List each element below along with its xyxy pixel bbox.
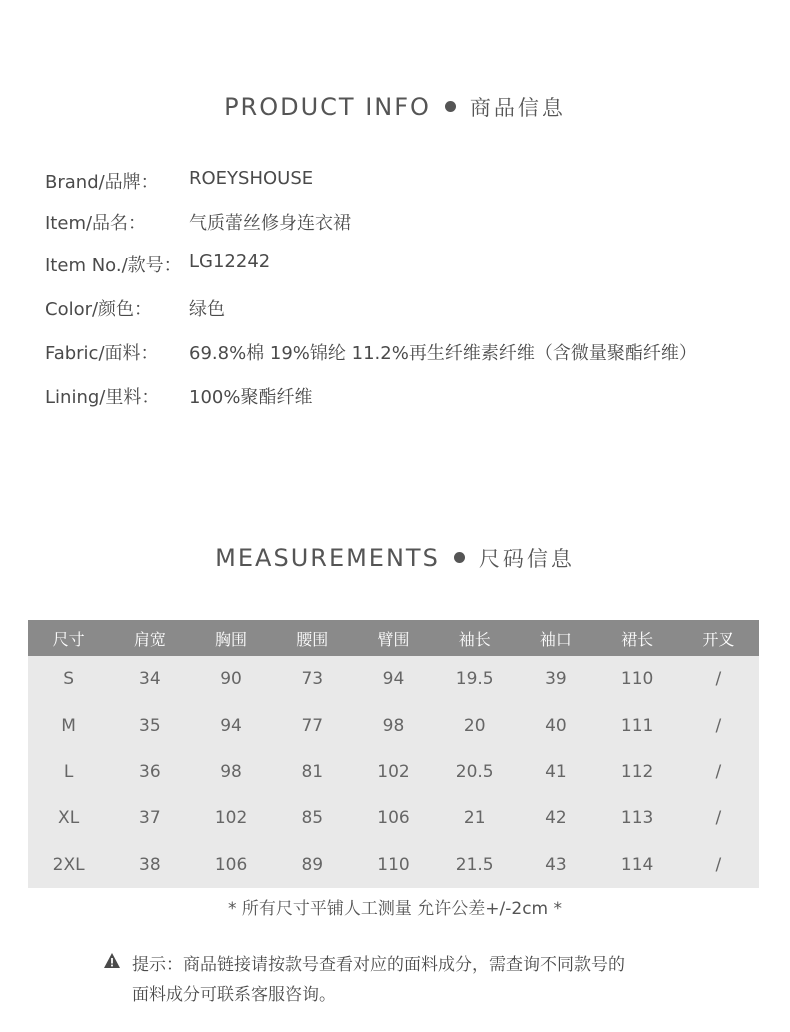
table-cell: 42 <box>545 808 567 829</box>
table-cell: 110 <box>377 854 410 875</box>
info-value: 气质蕾丝修身连衣裙 <box>189 213 351 234</box>
info-label: Fabric/面料： <box>45 343 159 364</box>
info-label: Item No./款号： <box>45 255 182 276</box>
table-cell: XL <box>58 808 80 829</box>
table-row <box>28 656 759 702</box>
measurements-title <box>0 543 790 573</box>
table-cell: 106 <box>214 854 248 875</box>
table-row <box>28 795 759 841</box>
table-cell: 19.5 <box>455 669 494 690</box>
bullet-dot-icon <box>445 101 456 112</box>
table-cell: 81 <box>301 761 324 782</box>
table-cell: 114 <box>620 854 654 875</box>
table-cell: 40 <box>545 715 567 736</box>
column-header: 开叉 <box>678 620 759 656</box>
warning-icon <box>103 952 121 970</box>
info-value: 绿色 <box>189 299 225 320</box>
info-value: 69.8%棉 19%锦纶 11.2%再生纤维素纤维（含微量聚酯纤维） <box>189 343 697 364</box>
column-header: 臂围 <box>353 620 434 656</box>
table-row <box>28 702 759 748</box>
table-cell: 77 <box>301 715 324 736</box>
table-cell: 112 <box>620 761 654 782</box>
table-cell: 35 <box>139 715 161 736</box>
info-value: 100%聚酯纤维 <box>189 387 313 408</box>
product-info-title <box>0 92 790 122</box>
measurement-note: * 所有尺寸平铺人工测量 允许公差+/-2cm * <box>227 899 563 919</box>
column-header: 尺寸 <box>28 620 109 656</box>
info-value: ROEYSHOUSE <box>189 168 314 189</box>
table-cell: / <box>715 761 722 782</box>
table-cell: 102 <box>214 808 248 829</box>
table-cell: / <box>715 854 722 875</box>
info-label: Lining/里料： <box>45 387 160 408</box>
table-cell: 110 <box>620 669 654 690</box>
table-cell: S <box>63 669 74 690</box>
info-label: Color/颜色： <box>45 299 153 320</box>
table-cell: 2XL <box>52 854 85 875</box>
info-label: Brand/品牌： <box>45 172 159 193</box>
table-cell: 20 <box>463 715 486 736</box>
column-header: 腰围 <box>272 620 353 656</box>
table-cell: 37 <box>139 808 161 829</box>
table-cell: 21 <box>463 808 486 829</box>
table-cell: 98 <box>382 715 405 736</box>
table-cell: 21.5 <box>455 854 494 875</box>
table-cell: 94 <box>220 715 242 736</box>
table-cell: / <box>715 808 722 829</box>
product-info-title-cn: 商品信息 <box>469 96 566 120</box>
table-cell: / <box>715 715 722 736</box>
table-cell: 94 <box>382 669 405 690</box>
info-value: LG12242 <box>189 251 271 272</box>
table-cell: 36 <box>139 761 161 782</box>
table-cell: 73 <box>301 669 324 690</box>
table-cell: 89 <box>301 854 324 875</box>
table-cell: 98 <box>220 761 242 782</box>
table-cell: 43 <box>545 854 567 875</box>
column-header: 胸围 <box>190 620 271 656</box>
table-row <box>28 749 759 795</box>
table-header-row <box>28 620 759 656</box>
table-cell: 20.5 <box>455 761 494 782</box>
table-cell: / <box>715 669 722 690</box>
table-cell: M <box>61 715 76 736</box>
column-header: 裙长 <box>597 620 678 656</box>
measurements-title-cn: 尺码信息 <box>478 547 575 571</box>
table-cell: 41 <box>545 761 567 782</box>
table-cell: 85 <box>301 808 324 829</box>
column-header: 袖长 <box>434 620 515 656</box>
column-header: 肩宽 <box>109 620 190 656</box>
measurements-title-en: MEASUREMENTS <box>215 544 440 572</box>
table-row <box>28 842 759 888</box>
table-cell: 113 <box>620 808 654 829</box>
tip-text-line-1: 提示：商品链接请按款号查看对应的面料成分，需查询不同款号的 <box>132 955 625 975</box>
info-label: Item/品名： <box>45 213 147 234</box>
column-header: 袖口 <box>515 620 596 656</box>
product-info-title-en: PRODUCT INFO <box>224 93 431 121</box>
table-cell: 39 <box>545 669 567 690</box>
table-cell: 111 <box>620 715 654 736</box>
size-table <box>28 620 759 888</box>
table-cell: 90 <box>220 669 242 690</box>
table-cell: 102 <box>377 761 410 782</box>
table-cell: 38 <box>139 854 161 875</box>
table-cell: 106 <box>377 808 410 829</box>
table-cell: L <box>63 761 74 782</box>
bullet-dot-icon <box>454 552 465 563</box>
table-cell: 34 <box>139 669 161 690</box>
tip-text-line-2: 面料成分可联系客服咨询。 <box>132 985 336 1005</box>
